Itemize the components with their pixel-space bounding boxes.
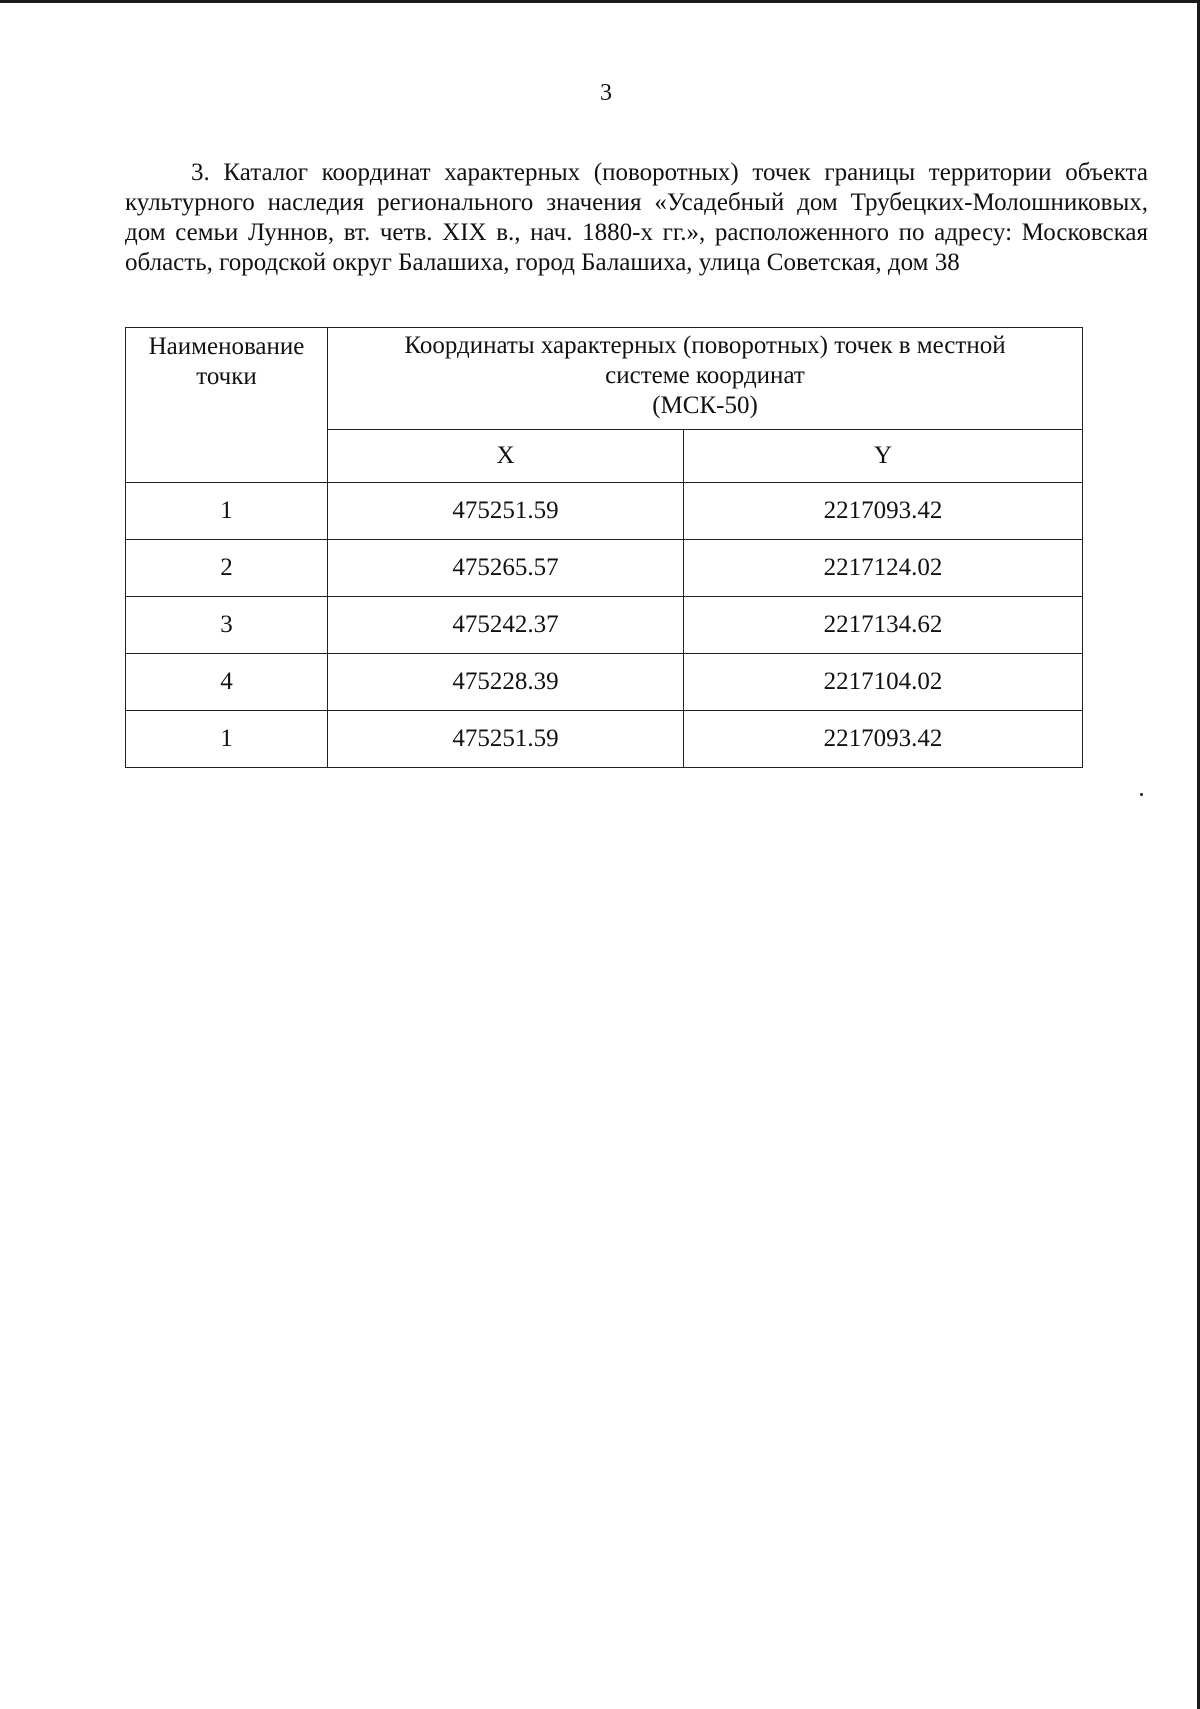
header-point-name-line: точки: [196, 363, 257, 390]
cell-x: 475251.59: [328, 483, 684, 540]
cell-point: 1: [126, 711, 328, 768]
header-group-line: (МСК-50): [652, 392, 758, 419]
cell-point: 1: [126, 483, 328, 540]
cell-y: 2217093.42: [684, 711, 1083, 768]
header-y: Y: [684, 430, 1083, 483]
header-x: X: [328, 430, 684, 483]
cell-y: 2217093.42: [684, 483, 1083, 540]
table-row: [126, 711, 1083, 768]
cell-y: 2217134.62: [684, 597, 1083, 654]
cell-x: 475242.37: [328, 597, 684, 654]
section-paragraph: 3. Каталог координат характерных (поворотных) точек границы территории объекта культурного наследия регионального значения «Усадебный дом Трубецких-Молошниковых, дом семьи Луннов, вт. четв. XIX в., нач. 1880-х гг.», расположенного по адресу: Московская область, городской округ Балашиха, город Балашиха, улица Советская, дом 38: [125, 159, 1148, 276]
cell-x: 475228.39: [328, 654, 684, 711]
scan-edge-top: [0, 0, 1200, 3]
cell-point: 2: [126, 540, 328, 597]
table-row: [126, 483, 1083, 540]
cell-x: 475251.59: [328, 711, 684, 768]
page-number: 3: [600, 80, 612, 106]
cell-point: 4: [126, 654, 328, 711]
cell-y: 2217124.02: [684, 540, 1083, 597]
cell-point: 3: [126, 597, 328, 654]
scan-speck: [1140, 793, 1143, 796]
header-point-name-line: Наименование: [148, 333, 305, 360]
table-row: [126, 654, 1083, 711]
header-coordinates-group: [328, 328, 1083, 430]
header-group-line: Координаты характерных (поворотных) точек в местной: [404, 332, 1006, 359]
cell-x: 475265.57: [328, 540, 684, 597]
header-group-line: системе координат: [605, 362, 805, 389]
table-row: [126, 540, 1083, 597]
coordinates-table: [125, 327, 1083, 768]
header-point-name: [126, 328, 328, 483]
cell-y: 2217104.02: [684, 654, 1083, 711]
table-row: [126, 597, 1083, 654]
